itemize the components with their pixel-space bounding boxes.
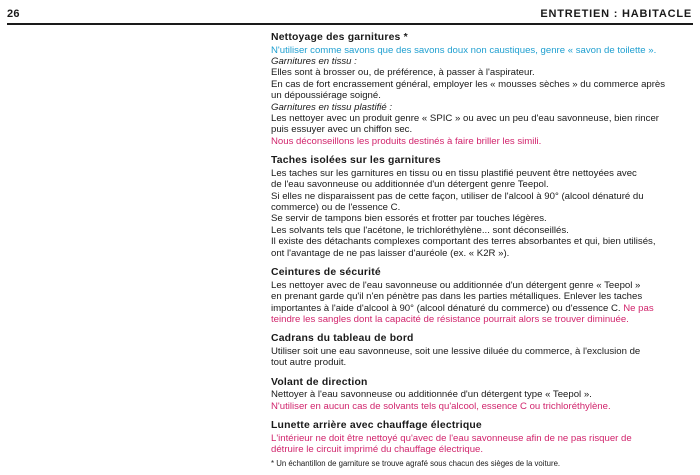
subheading-line: Garnitures en tissu :	[271, 56, 357, 67]
warning-line: L'intérieur ne doit être nettoyé qu'avec de l'eau savonneuse afin de ne pas risquer de	[271, 432, 632, 444]
text-line: Les nettoyer avec un produit genre « SPIC » ou avec un peu d'eau savonneuse, bien rincer	[271, 113, 659, 125]
text-line: puis essuyer avec un chiffon sec.	[271, 124, 413, 136]
section-heading: Lunette arrière avec chauffage électrique	[271, 420, 482, 432]
text-line: tout autre produit.	[271, 357, 347, 369]
text-line: en prenant garde qu'il n'en pénètre pas dans les parties métalliques. Enlever les taches	[271, 291, 643, 303]
text-line: En cas de fort encrassement général, employer les « mousses sèches » du commerce après	[271, 78, 666, 90]
text-line: N'utiliser comme savons que des savons doux non caustiques, genre « savon de toilette ».	[271, 44, 657, 56]
header-rule	[7, 23, 693, 25]
text-line: Les solvants tels que l'acétone, le trichloréthylène... sont déconseillés.	[271, 224, 569, 236]
warning-line: Nous déconseillons les produits destinés à faire briller les simili.	[271, 135, 542, 147]
section-volant	[271, 377, 695, 412]
section-lunette	[271, 420, 695, 455]
text-line: de l'eau savonneuse ou additionnée d'un détergent genre Teepol.	[271, 179, 549, 191]
subheading-line: Garnitures en tissu plastifié :	[271, 101, 393, 113]
section-ceintures	[271, 267, 695, 325]
text-segment: importantes à l'aide d'alcool à 90° (alcool dénaturé du commerce) ou d'essence C.	[271, 302, 621, 314]
text-line: un dépoussiérage soigné.	[271, 90, 381, 102]
section-heading: Taches isolées sur les garnitures	[271, 155, 441, 167]
text-line: Les taches sur les garnitures en tissu ou en tissu plastifié peuvent être nettoyées avec	[271, 167, 637, 179]
running-title: ENTRETIEN : HABITACLE	[540, 8, 692, 20]
text-column	[271, 32, 695, 469]
section-garnitures	[271, 32, 695, 147]
text-line: Utiliser soit une eau savonneuse, soit une lessive diluée du commerce, à l'exclusion de	[271, 345, 641, 357]
text-line: Si elles ne disparaissent pas de cette façon, utiliser de l'alcool à 90° (alcool dénaturé du	[271, 190, 644, 202]
section-taches	[271, 155, 695, 259]
text-line: Nettoyer à l'eau savonneuse ou additionnée d'un détergent type « Teepol ».	[271, 389, 592, 401]
section-heading: Volant de direction	[271, 376, 368, 388]
text-line: Les nettoyer avec de l'eau savonneuse ou additionnée d'un détergent genre « Teepol »	[271, 279, 641, 291]
section-cadrans	[271, 333, 695, 368]
section-heading: Cadrans du tableau de bord	[271, 333, 414, 345]
warning-line: N'utiliser en aucun cas de solvants tels qu'alcool, essence C ou trichloréthylène.	[271, 400, 611, 412]
section-heading: Ceintures de sécurité	[271, 267, 381, 279]
section-heading: Nettoyage des garnitures *	[271, 32, 408, 43]
text-line: commerce) ou de l'essence C.	[271, 202, 401, 214]
warning-line: détruire le circuit imprimé du chauffage électrique.	[271, 444, 484, 456]
warning-segment: Ne pas	[620, 302, 654, 314]
text-line: Il existe des détachants complexes comportant des terres absorbantes et qui, bien utilisés,	[271, 236, 656, 248]
text-line: Se servir de tampons bien essorés et frotter par touches légères.	[271, 213, 547, 225]
footnote: * Un échantillon de garniture se trouve agrafé sous chacun des sièges de la voiture.	[271, 458, 561, 468]
text-line: ont l'avantage de ne pas laisser d'auréole (ex. « K2R »).	[271, 247, 510, 259]
warning-line: teindre les sangles dont la capacité de résistance pourrait alors se trouver diminuée.	[271, 313, 629, 325]
text-line: Elles sont à brosser ou, de préférence, à passer à l'aspirateur.	[271, 67, 535, 79]
page-number: 26	[7, 8, 20, 20]
text-line	[271, 303, 695, 314]
